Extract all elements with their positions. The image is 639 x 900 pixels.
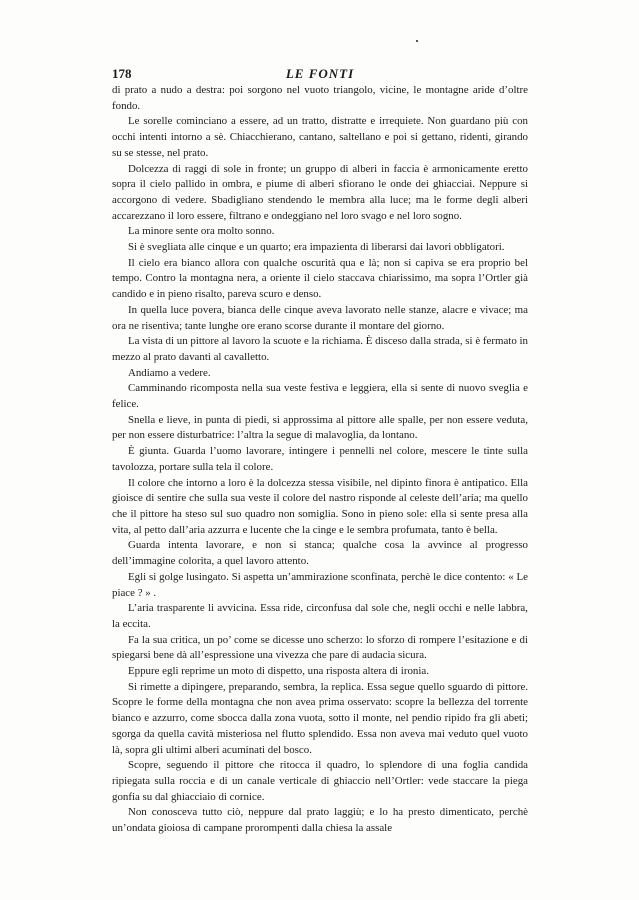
paragraph: Non conosceva tutto ciò, neppure dal prato laggiù; e lo ha presto dimenticato, perchè un’ondata gioiosa di campane prorompenti dalla chiesa la assale [112,806,528,835]
paragraph: Si è svegliata alle cinque e un quarto; era impazienta di liberarsi dai lavori obbligatori. [128,241,505,254]
paragraph: Guarda intenta lavorare, e non si stanca; qualche cosa la avvince al progresso dell’immagine colorita, a quel lavoro attento. [112,539,528,568]
paragraph: Fa la sua critica, un po’ come se dicesse uno scherzo: lo sforzo di rompere l’esitazione e di spiegarsi bene dà all’espressione una vivezza che pare di audacia sicura. [112,633,528,662]
paragraph: Il cielo era bianco allora con qualche oscurità qua e là; non si capiva se era proprio bel tempo. Contro la montagna nera, a oriente il cielo staccava chiarissimo, ma sopra l’Ortler già candido e in pieno risalto, pareva scuro e denso. [112,256,528,301]
paragraph: Andiamo a vedere. [128,366,211,379]
paragraph: In quella luce povera, bianca delle cinque aveva lavorato nelle stanze, alacre e vivace; ma ora ne risentiva; tante lunghe ore erano scorse durante il montare del giorno. [112,303,528,332]
running-title: LE FONTI [285,66,355,81]
page-number: 178 [112,66,132,81]
body-text [112,83,528,837]
paragraph: Egli si golge lusingato. Si aspetta un’ammirazione sconfinata, perchè le dice contento: « Le piace ? » . [112,570,528,599]
book-page [112,66,528,837]
paragraph: di prato a nudo a destra: poi sorgono nel vuoto triangolo, vicine, le montagne aride d’oltre fondo. [112,84,528,112]
paragraph: Camminando ricomposta nella sua veste festiva e leggiera, ella si sente di nuovo sveglia e felice. [112,382,528,411]
paragraph: Snella e lieve, in punta di piedi, si approssima al pittore alle spalle, per non essere veduta, per non essere disturbatrice: l’altra la segue di malavoglia, da lontano. [112,413,528,442]
scan-speck [416,40,418,42]
paragraph: Dolcezza di raggi di sole in fronte; un gruppo di alberi in faccia è armonicamente eretto sopra il cielo pallido in ombra, e piume di alberi sfiorano le onde dei ghiacciai. Neppure si accorgono di vedere. Sbadigliano stendendo le membra alla luce; ma le forme degli alberi accarezzano il loro essere, filtrano e ondeggiano nel loro svago e nel loro sogno. [112,162,528,222]
paragraph: Il colore che intorno a loro è la dolcezza stessa visibile, nel dipinto finora è antipatico. Ella gioisce di sentire che sulla sua veste il colore del nastro risponde al celeste dell’aria; ma quello che il pittore ha steso sul suo quadro non somiglia. Sono in pieno sole: ella si sente presa alla vita, al petto dall’aria azzurra e lucente che la cinge e le sembra profumata, tanto è bella. [112,476,528,536]
paragraph: Si rimette a dipingere, preparando, sembra, la replica. Essa segue quello sguardo di pittore. Scopre le forme della montagna che non avea prima osservato: scopre la bellezza del torrente bianco e azzurro, come sbocca dalla zona vuota, sotto il monte, nel pendio ripido fra gli abeti; sgorga da quella cavità misteriosa nel flutto splendido. Essa non aveva mai veduto quel vuoto là, sopra gli ultimi alberi acuminati del bosco. [112,680,528,756]
paragraph: La vista di un pittore al lavoro la scuote e la richiama. È disceso dalla strada, si è fermato in mezzo al prato davanti al cavalletto. [112,335,528,363]
paragraph: Scopre, seguendo il pittore che ritocca il quadro, lo splendore di una foglia candida ripiegata sulla roccia e di un canale verticale di ghiaccio nell’Ortler: vede staccare la piega gonfia su dal ghiacciaio di cornice. [112,759,528,803]
paragraph: L’aria trasparente li avvicina. Essa ride, circonfusa dal sole che, negli occhi e nelle labbra, la eccita. [112,602,528,630]
page-header [112,66,528,82]
paragraph: La minore sente ora molto sonno. [128,225,275,238]
paragraph: Le sorelle cominciano a essere, ad un tratto, distratte e irrequiete. Non guardano più con occhi intenti intorno a sè. Chiacchierano, cantano, saltellano e poi si gettano, ridenti, girando su se stesse, nel prato. [112,115,528,159]
paragraph: Eppure egli reprime un moto di dispetto, una risposta altera di ironia. [128,665,429,678]
paragraph: È giunta. Guarda l’uomo lavorare, intingere i pennelli nel colore, mescere le tinte sulla tavolozza, portare sulla tela il colore. [112,445,528,473]
